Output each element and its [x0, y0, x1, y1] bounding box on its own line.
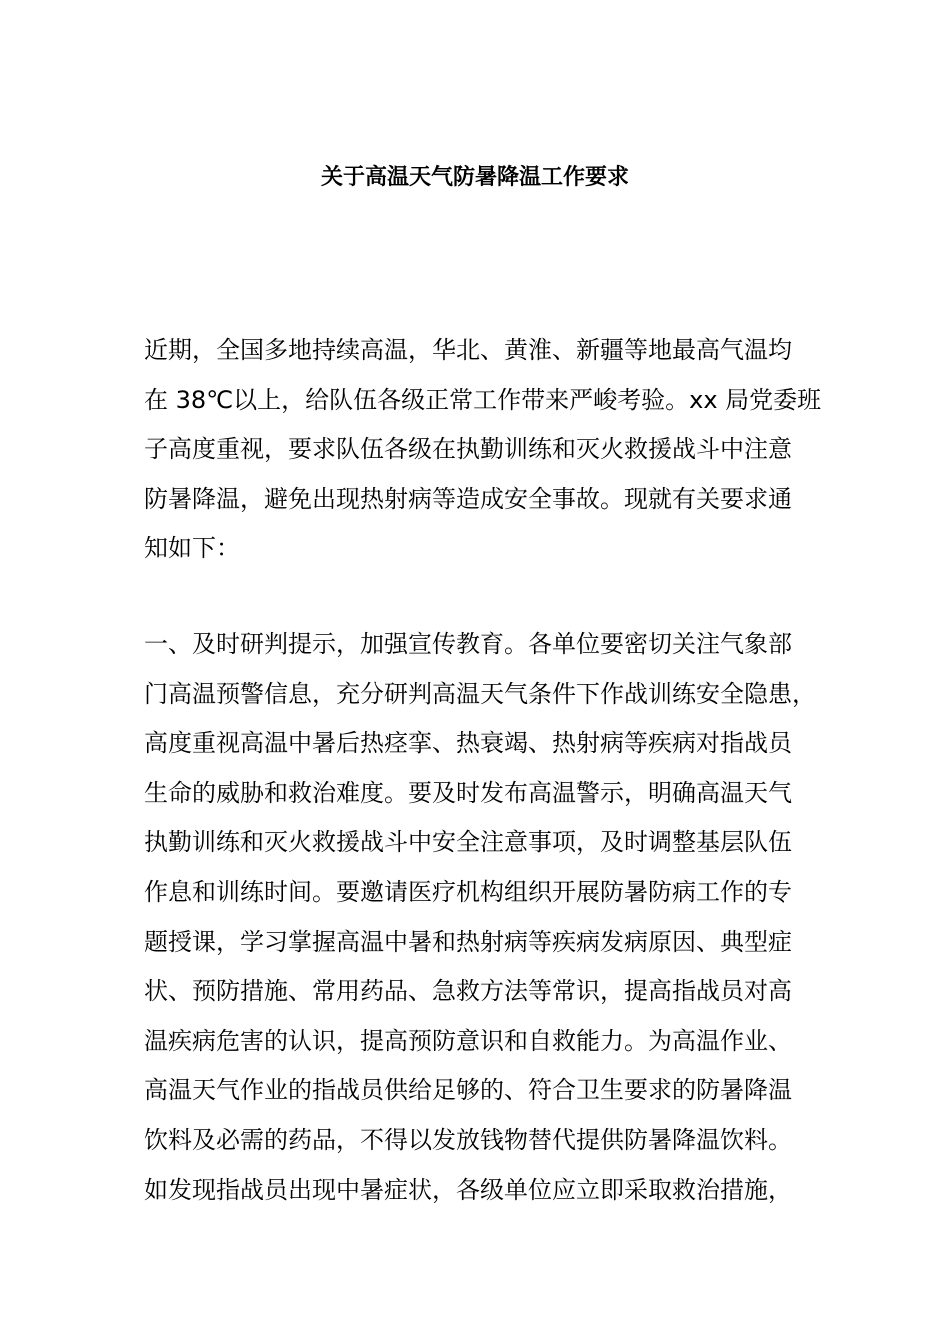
intro-paragraph — [144, 326, 822, 574]
paragraph-line: 作息和训练时间。要邀请医疗机构组织开展防暑防病工作的专 — [144, 877, 792, 906]
paragraph-line: 近期，全国多地持续高温，华北、黄淮、新疆等地最高气温均 — [144, 336, 792, 364]
paragraph-line: 知如下： — [144, 534, 240, 563]
section-1-paragraph — [144, 620, 816, 1215]
paragraph-line: 题授课，学习掌握高温中暑和热射病等疾病发病原因、典型症 — [144, 927, 792, 956]
paragraph-line: 在 38℃以上，给队伍各级正常工作带来严峻考验。xx 局党委班 — [144, 385, 822, 414]
paragraph-line: 门高温预警信息，充分研判高温天气条件下作战训练安全隐患， — [144, 679, 816, 708]
document-title: 关于高温天气防暑降温工作要求 — [320, 165, 629, 190]
paragraph-line: 一、及时研判提示，加强宣传教育。各单位要密切关注气象部 — [144, 630, 792, 658]
paragraph-line: 状、预防措施、常用药品、急救方法等常识，提高指战员对高 — [144, 977, 792, 1006]
paragraph-line: 如发现指战员出现中暑症状，各级单位应立即采取救治措施， — [144, 1175, 792, 1204]
paragraph-line: 执勤训练和灭火救援战斗中安全注意事项，及时调整基层队伍 — [144, 828, 792, 857]
paragraph-line: 温疾病危害的认识，提高预防意识和自救能力。为高温作业、 — [144, 1026, 792, 1055]
paragraph-line: 高度重视高温中暑后热痉挛、热衰竭、热射病等疾病对指战员 — [144, 729, 792, 758]
paragraph-line: 子高度重视，要求队伍各级在执勤训练和灭火救援战斗中注意 — [144, 435, 792, 464]
paragraph-line: 饮料及必需的药品，不得以发放钱物替代提供防暑降温饮料。 — [144, 1125, 792, 1154]
paragraph-line: 生命的威胁和救治难度。要及时发布高温警示，明确高温天气 — [144, 778, 792, 807]
paragraph-line: 高温天气作业的指战员供给足够的、符合卫生要求的防暑降温 — [144, 1076, 792, 1105]
paragraph-line: 防暑降温，避免出现热射病等造成安全事故。现就有关要求通 — [144, 484, 792, 513]
